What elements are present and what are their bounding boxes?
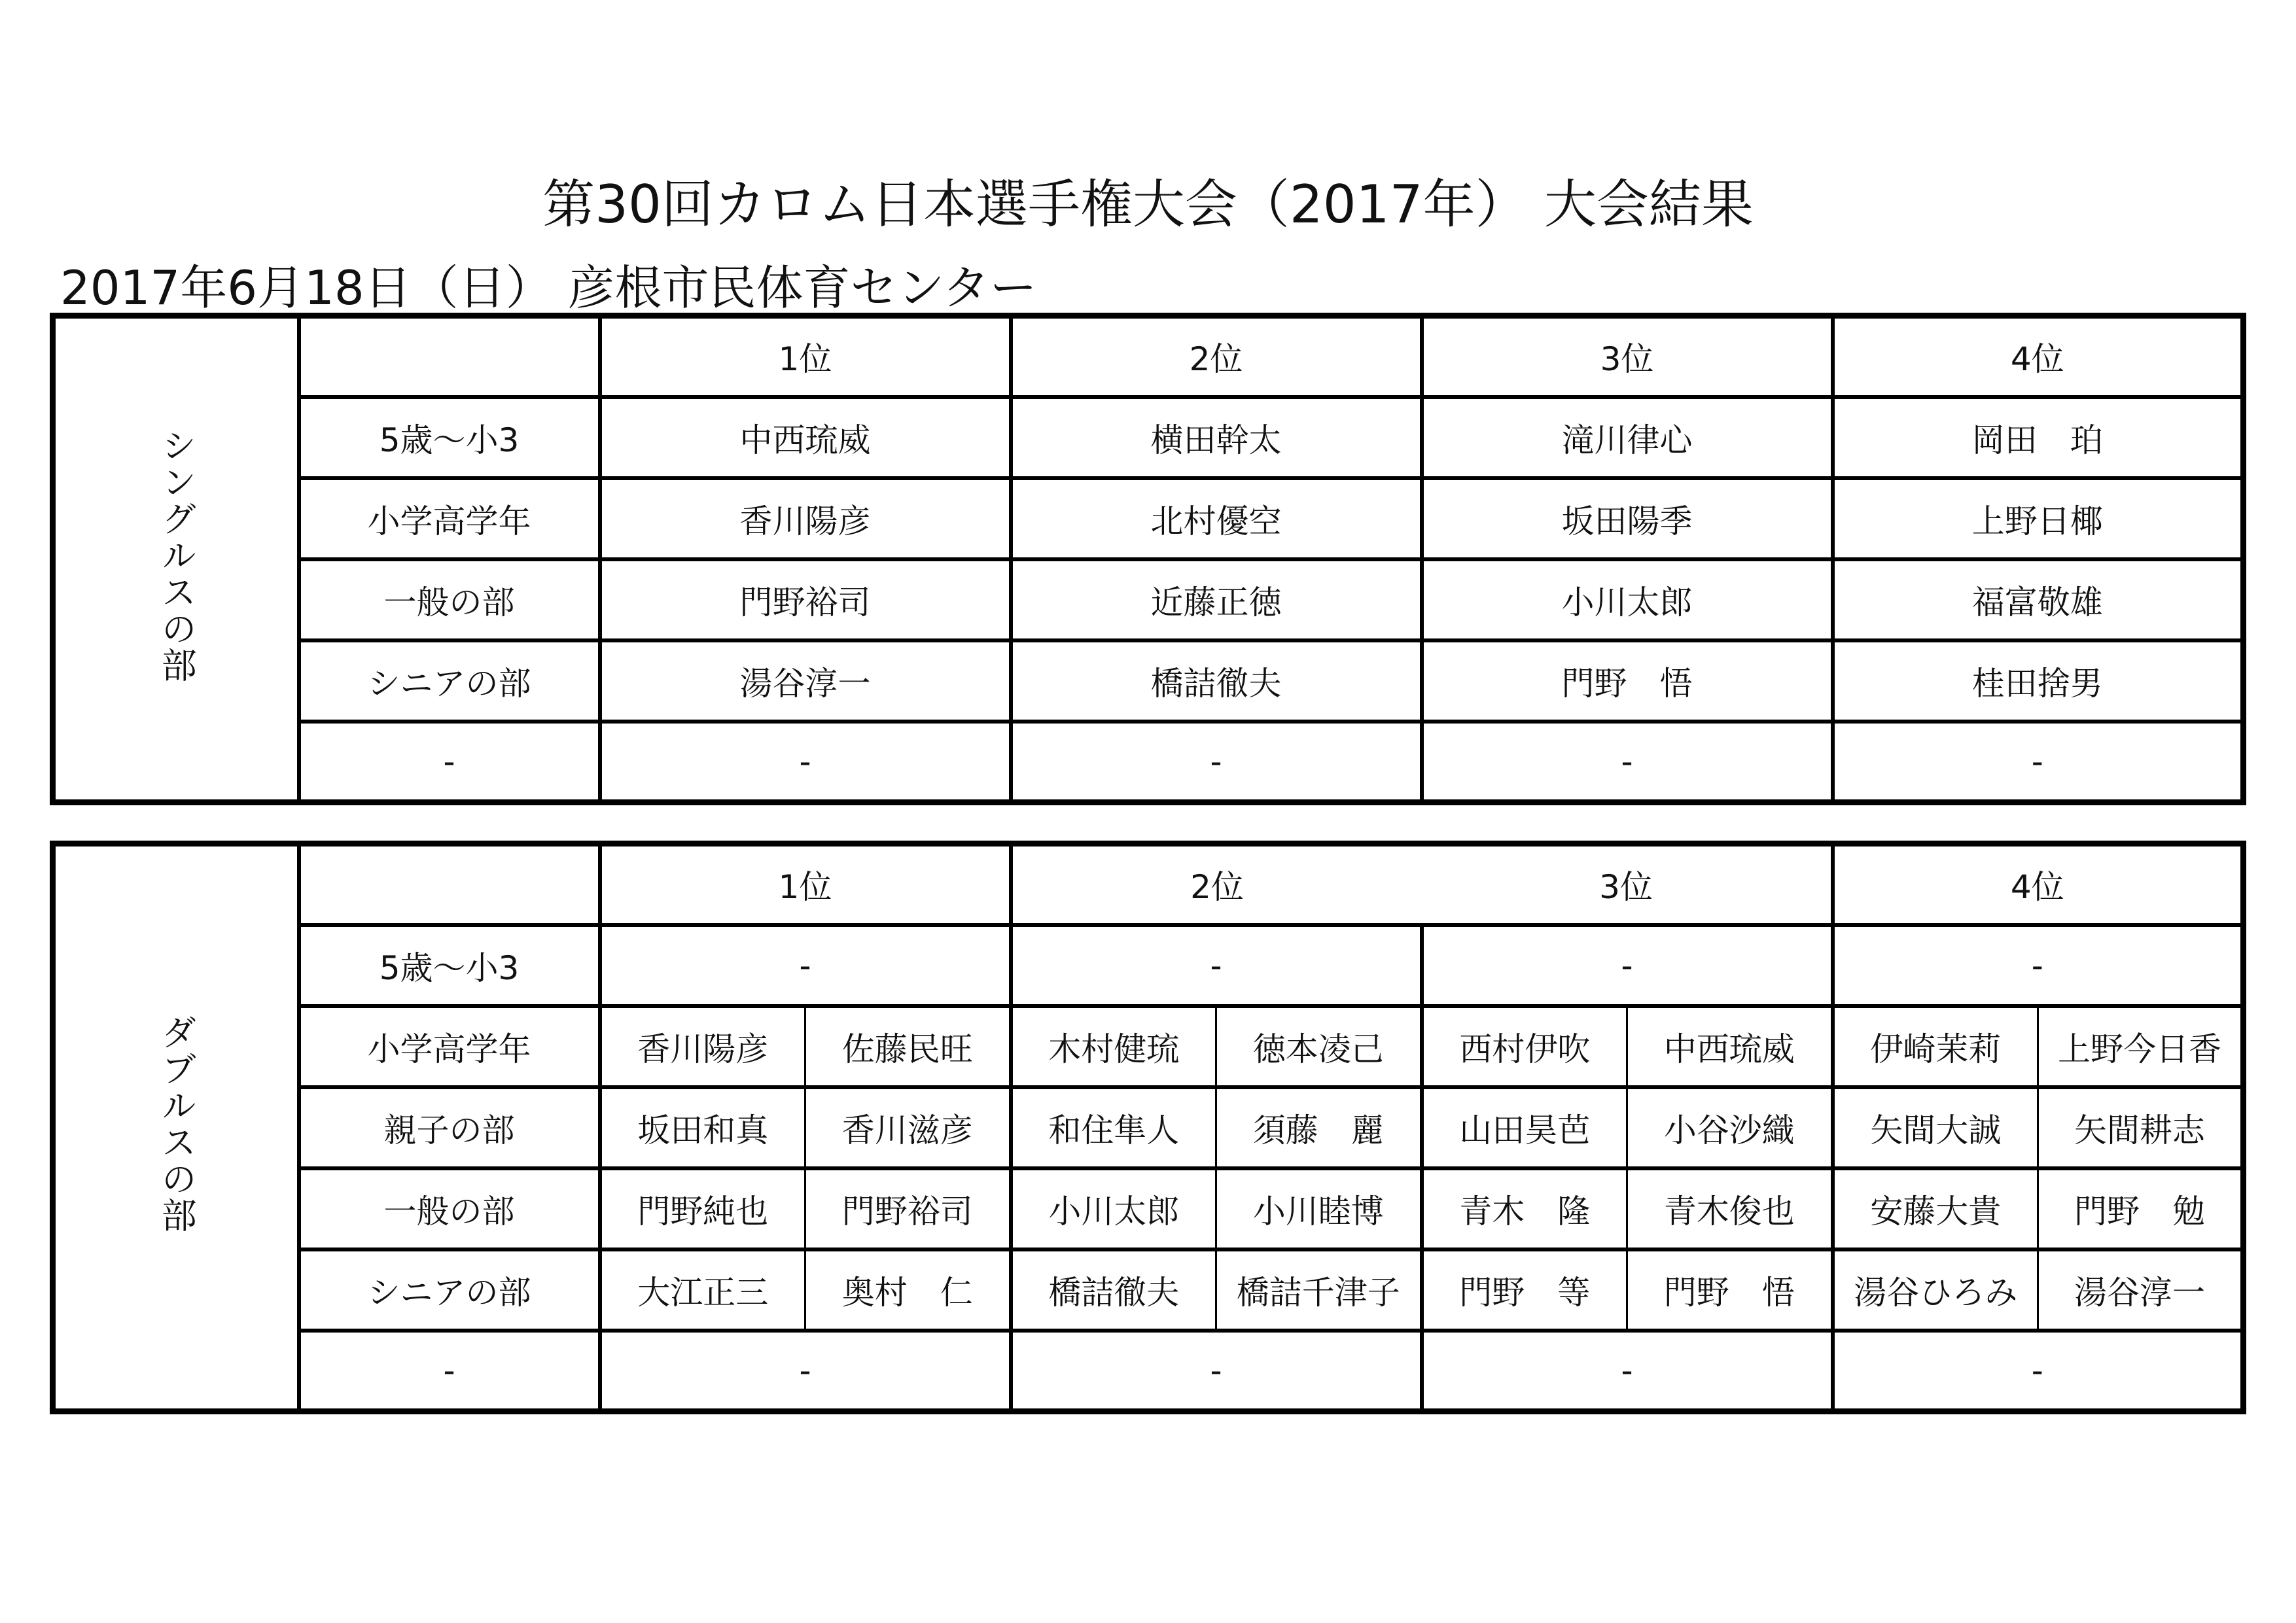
player-cell: 小川太郎 <box>1011 1168 1216 1249</box>
player-cell: 西村伊吹 <box>1422 1006 1627 1087</box>
result-cell: - <box>600 1331 1011 1412</box>
player-cell: 門野純也 <box>600 1168 805 1249</box>
result-cell: 湯谷淳一 <box>600 640 1011 722</box>
result-cell: 北村優空 <box>1011 478 1422 559</box>
table-row <box>53 640 2244 722</box>
header-rank-3: 3位 <box>1422 844 1833 925</box>
category-label: 親子の部 <box>299 1087 600 1168</box>
result-cell: 近藤正徳 <box>1011 559 1422 640</box>
category-label: - <box>299 1331 600 1412</box>
result-cell: - <box>1422 925 1833 1006</box>
player-cell: 矢間大誠 <box>1833 1087 2038 1168</box>
category-label: シニアの部 <box>299 1249 600 1331</box>
table-row <box>53 1168 2244 1249</box>
player-cell: 矢間耕志 <box>2038 1087 2244 1168</box>
result-cell: - <box>1833 722 2244 803</box>
category-label: 一般の部 <box>299 1168 600 1249</box>
header-rank-2: 2位 <box>1011 316 1422 397</box>
table-row <box>53 478 2244 559</box>
player-cell: 和住隼人 <box>1011 1087 1216 1168</box>
player-cell: 奥村 仁 <box>805 1249 1011 1331</box>
table-row <box>53 1331 2244 1412</box>
category-label: 5歳～小3 <box>299 397 600 478</box>
header-blank <box>299 316 600 397</box>
header-rank-4: 4位 <box>1833 316 2244 397</box>
player-cell: 香川陽彦 <box>600 1006 805 1087</box>
event-date-venue: 2017年6月18日（日） 彦根市民体育センター <box>60 260 1037 315</box>
result-cell: 坂田陽季 <box>1422 478 1833 559</box>
player-cell: 橋詰徹夫 <box>1011 1249 1216 1331</box>
result-cell: - <box>1011 722 1422 803</box>
table-row <box>53 722 2244 803</box>
singles-results-table <box>50 313 2246 805</box>
result-cell: 福富敬雄 <box>1833 559 2244 640</box>
player-cell: 徳本凌己 <box>1216 1006 1422 1087</box>
singles-header-row <box>53 316 2244 397</box>
table-row <box>53 1249 2244 1331</box>
table-row <box>53 925 2244 1006</box>
table-row <box>53 397 2244 478</box>
header-rank-1: 1位 <box>600 316 1011 397</box>
player-cell: 香川滋彦 <box>805 1087 1011 1168</box>
table-row <box>53 1087 2244 1168</box>
player-cell: 湯谷淳一 <box>2038 1249 2244 1331</box>
player-cell: 橋詰千津子 <box>1216 1249 1422 1331</box>
player-cell: 湯谷ひろみ <box>1833 1249 2038 1331</box>
singles-section-label: シングルスの部 <box>156 427 198 684</box>
player-cell: 佐藤民旺 <box>805 1006 1011 1087</box>
result-cell: 中西琉威 <box>600 397 1011 478</box>
result-cell: 門野 悟 <box>1422 640 1833 722</box>
header-rank-4: 4位 <box>1833 844 2244 925</box>
result-cell: - <box>1833 1331 2244 1412</box>
result-cell: - <box>600 925 1011 1006</box>
result-cell: - <box>1422 1331 1833 1412</box>
table-row <box>53 559 2244 640</box>
header-rank-1: 1位 <box>600 844 1011 925</box>
category-label: シニアの部 <box>299 640 600 722</box>
result-cell: - <box>1011 925 1422 1006</box>
player-cell: 門野裕司 <box>805 1168 1011 1249</box>
player-cell: 坂田和真 <box>600 1087 805 1168</box>
player-cell: 青木 隆 <box>1422 1168 1627 1249</box>
page-title: 第30回カロム日本選手権大会（2017年） 大会結果 <box>542 174 1754 235</box>
player-cell: 門野 勉 <box>2038 1168 2244 1249</box>
result-cell: 桂田捨男 <box>1833 640 2244 722</box>
doubles-section-label-cell <box>53 844 299 1412</box>
doubles-results-table <box>50 841 2246 1414</box>
player-cell: 中西琉威 <box>1627 1006 1833 1087</box>
header-rank-3: 3位 <box>1422 316 1833 397</box>
result-cell: 小川太郎 <box>1422 559 1833 640</box>
player-cell: 須藤 麗 <box>1216 1087 1422 1168</box>
category-label: 5歳～小3 <box>299 925 600 1006</box>
result-cell: 横田幹太 <box>1011 397 1422 478</box>
player-cell: 門野 悟 <box>1627 1249 1833 1331</box>
result-cell: 上野日椰 <box>1833 478 2244 559</box>
player-cell: 安藤大貴 <box>1833 1168 2038 1249</box>
player-cell: 小谷沙織 <box>1627 1087 1833 1168</box>
category-label: 小学高学年 <box>299 478 600 559</box>
result-cell: 香川陽彦 <box>600 478 1011 559</box>
player-cell: 伊崎茉莉 <box>1833 1006 2038 1087</box>
result-cell: 岡田 珀 <box>1833 397 2244 478</box>
result-cell: 門野裕司 <box>600 559 1011 640</box>
result-cell: 橋詰徹夫 <box>1011 640 1422 722</box>
doubles-section-label: ダブルスの部 <box>156 1013 198 1234</box>
result-cell: - <box>1833 925 2244 1006</box>
header-rank-2: 2位 <box>1011 844 1422 925</box>
table-row <box>53 1006 2244 1087</box>
player-cell: 小川睦博 <box>1216 1168 1422 1249</box>
category-label: - <box>299 722 600 803</box>
doubles-header-row <box>53 844 2244 925</box>
category-label: 小学高学年 <box>299 1006 600 1087</box>
player-cell: 木村健琉 <box>1011 1006 1216 1087</box>
result-cell: - <box>1422 722 1833 803</box>
player-cell: 門野 等 <box>1422 1249 1627 1331</box>
header-blank <box>299 844 600 925</box>
player-cell: 青木俊也 <box>1627 1168 1833 1249</box>
result-cell: 滝川律心 <box>1422 397 1833 478</box>
player-cell: 大江正三 <box>600 1249 805 1331</box>
result-cell: - <box>600 722 1011 803</box>
player-cell: 山田昊芭 <box>1422 1087 1627 1168</box>
category-label: 一般の部 <box>299 559 600 640</box>
player-cell: 上野今日香 <box>2038 1006 2244 1087</box>
result-cell: - <box>1011 1331 1422 1412</box>
singles-section-label-cell <box>53 316 299 803</box>
